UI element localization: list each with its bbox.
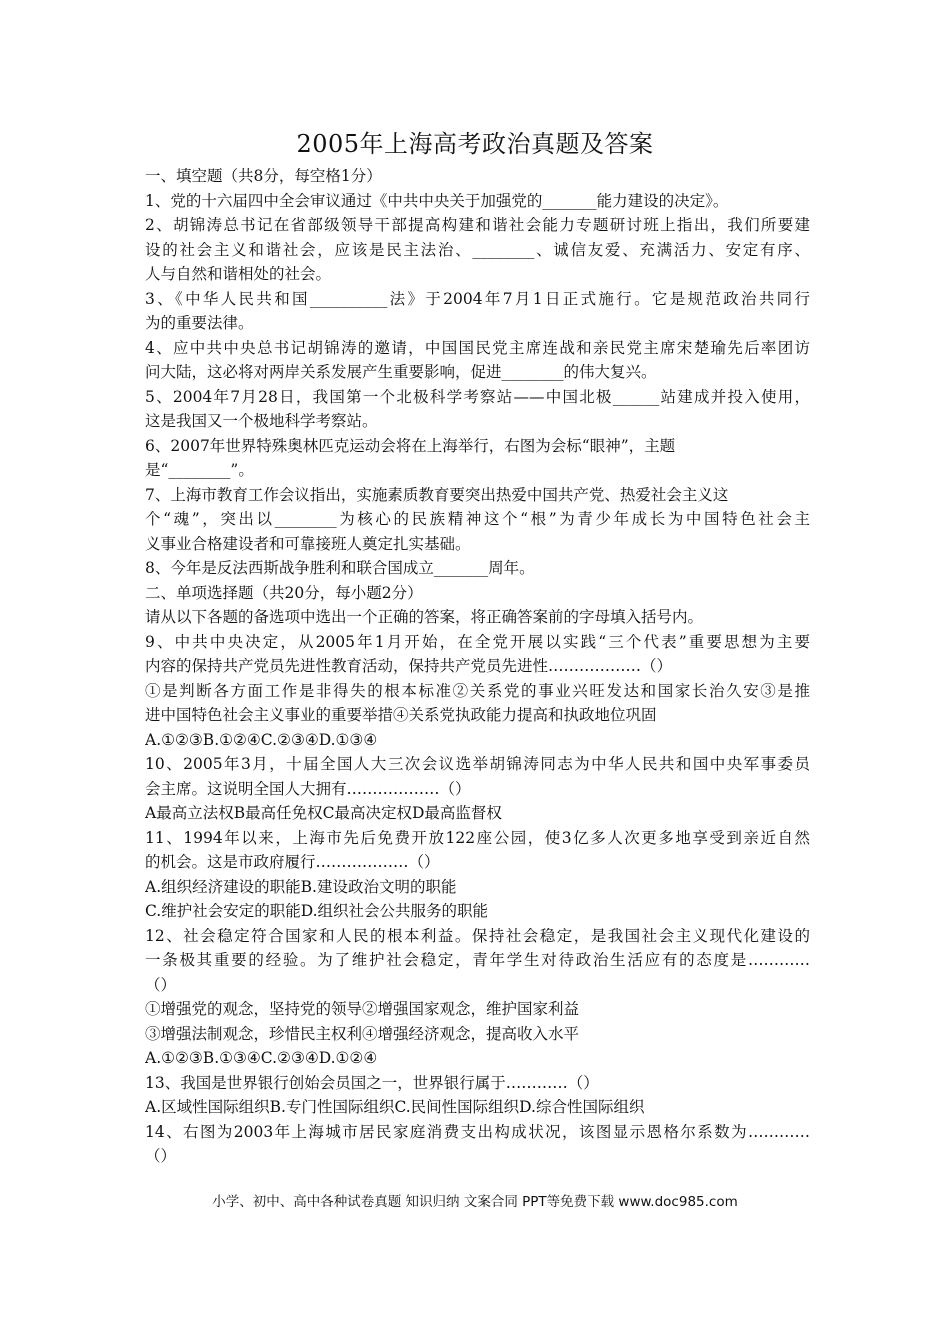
question-2-line-3: 人与自然和谐相处的社会。 bbox=[145, 265, 332, 283]
question-14-line-1: 14、右图为2003年上海城市居民家庭消费支出构成状况，该图显示恩格尔系数为………… bbox=[145, 1122, 810, 1141]
question-8: 8、今年是反法西斯战争胜利和联合国成立_______周年。 bbox=[145, 559, 535, 577]
question-2-line-1: 2、胡锦涛总书记在省部级领导干部提高构建和谐社会能力专题研讨班上指出，我们所要建 bbox=[145, 216, 810, 234]
question-10-options: A最高立法权B最高任免权C最高决定权D最高监督权 bbox=[145, 804, 502, 822]
question-2-line-2: 设的社会主义和谐社会，应该是民主法治、________、诚信友爱、充满活力、安定有序、 bbox=[145, 240, 810, 259]
question-9-options: A.①②③B.①②④C.②③④D.①③④ bbox=[145, 730, 378, 749]
question-12-statements-line-1: ①增强党的观念，坚持党的领导②增强国家观念，维护国家利益 bbox=[145, 1000, 580, 1018]
question-12-line-1: 12、社会稳定符合国家和人民的根本利益。保持社会稳定，是我国社会主义现代化建设的 bbox=[145, 926, 810, 945]
question-7-line-3: 义事业合格建设者和可靠接班人奠定扎实基础。 bbox=[145, 534, 471, 553]
section-instructions: 请从以下各题的备选项中选出一个正确的答案，将正确答案前的字母填入括号内。 bbox=[145, 608, 704, 626]
question-14-line-2: （） bbox=[145, 1147, 177, 1165]
question-7-line-1: 7、上海市教育工作会议指出，实施素质教育要突出热爱中国共产党、热爱社会主义这 bbox=[145, 485, 729, 504]
question-10-line-2: 会主席。这说明全国人大拥有………………（） bbox=[145, 779, 471, 798]
question-12-line-2: 一条极其重要的经验。为了维护社会稳定，青年学生对待政治生活应有的态度是………… bbox=[145, 951, 810, 969]
question-9-line-2: 内容的保持共产党员先进性教育活动，保持共产党员先进性………………（） bbox=[145, 657, 673, 675]
question-12-options: A.①②③B.①③④C.②③④D.①②④ bbox=[145, 1049, 378, 1067]
question-6-line-2: 是“________”。 bbox=[145, 461, 254, 479]
document-body bbox=[145, 164, 810, 1169]
question-7-line-2: 个“魂”，突出以________为核心的民族精神这个“根”为青少年成长为中国特色社会主 bbox=[145, 510, 810, 528]
question-12-statements-line-2: ③增强法制观念，珍惜民主权利④增强经济观念，提高收入水平 bbox=[145, 1024, 580, 1043]
question-10-line-1: 10、2005年3月，十届全国人大三次会议选举胡锦涛同志为中华人民共和国中央军事委员 bbox=[145, 755, 810, 773]
page-title: 2005年上海高考政治真题及答案 bbox=[296, 130, 654, 158]
section-heading-fill-blank: 一、填空题（共8分，每空格1分） bbox=[145, 167, 382, 185]
section-heading-single-choice: 二、单项选择题（共20分，每小题2分） bbox=[145, 583, 423, 602]
question-9-line-1: 9、中共中央决定，从2005年1月开始，在全党开展以实践“三个代表”重要思想为主要 bbox=[145, 632, 810, 651]
question-9-statements-line-1: ①是判断各方面工作是非得失的根本标准②关系党的事业兴旺发达和国家长治久安③是推 bbox=[145, 681, 810, 700]
question-4-line-2: 问大陆，这必将对两岸关系发展产生重要影响，促进________的伟大复兴。 bbox=[145, 363, 657, 381]
question-5-line-2: 这是我国又一个极地科学考察站。 bbox=[145, 412, 378, 430]
question-5-line-1: 5、2004年7月28日，我国第一个北极科学考察站——中国北极______站建成并投入使用， bbox=[145, 387, 810, 406]
question-13-options: A.区域性国际组织B.专门性国际组织C.民间性国际组织D.综合性国际组织 bbox=[145, 1098, 645, 1116]
question-12-line-3: （） bbox=[145, 975, 177, 994]
question-4-line-1: 4、应中共中央总书记胡锦涛的邀请，中国国民党主席连战和亲民党主席宋楚瑜先后率团访 bbox=[145, 338, 810, 357]
question-11-options-line-1: A.组织经济建设的职能B.建设政治文明的职能 bbox=[145, 877, 457, 896]
question-1: 1、党的十六届四中全会审议通过《中共中央关于加强党的_______能力建设的决定》。 bbox=[145, 191, 729, 210]
question-11-line-1: 11、1994年以来，上海市先后免费开放122座公园，使3亿多人次更多地享受到亲近自然 bbox=[145, 828, 810, 847]
question-13: 13、我国是世界银行创始会员国之一，世界银行属于…………（） bbox=[145, 1073, 599, 1092]
question-9-statements-line-2: 进中国特色社会主义事业的重要举措④关系党执政能力提高和执政地位巩固 bbox=[145, 706, 657, 724]
question-3-line-2: 为的重要法律。 bbox=[145, 314, 254, 332]
question-11-options-line-2: C.维护社会安定的职能D.组织社会公共服务的职能 bbox=[145, 902, 489, 920]
question-3-line-1: 3、《中华人民共和国__________法》于2004年7月1日正式施行。它是规范政治共同行 bbox=[145, 289, 810, 308]
question-11-line-2: 的机会。这是市政府履行………………（） bbox=[145, 853, 440, 871]
footer-download-notice: 小学、初中、高中各种试卷真题 知识归纳 文案合同 PPT等免费下载 www.doc985.com bbox=[212, 1194, 738, 1210]
question-6-line-1: 6、2007年世界特殊奥林匹克运动会将在上海举行，右图为会标“眼神”，主题 bbox=[145, 436, 676, 455]
